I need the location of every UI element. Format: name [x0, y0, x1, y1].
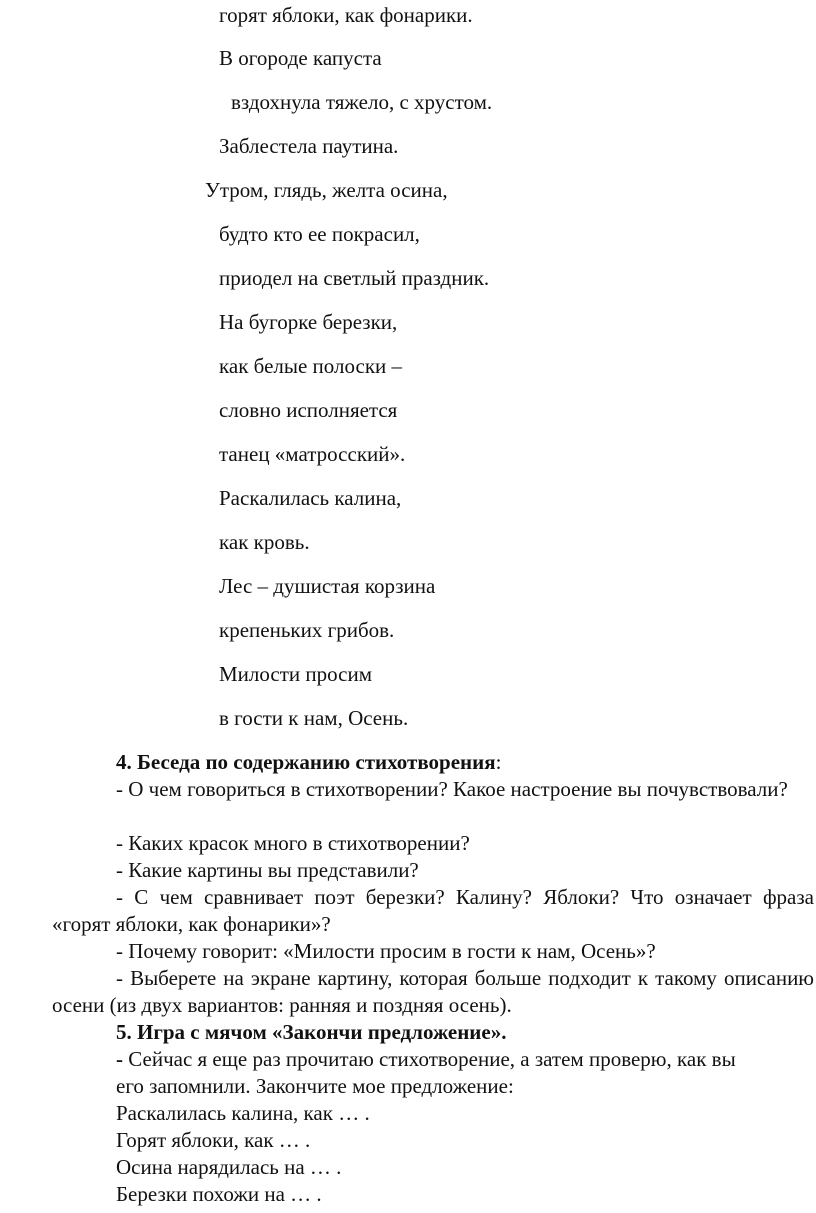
sentence-3: Осина нарядилась на … . [116, 1155, 342, 1179]
poem-line: будто кто ее покрасил, [219, 222, 420, 246]
sentence-2: Горят яблоки, как … . [116, 1128, 311, 1152]
question-6: - Выберете на экране картину, которая больше подходит к такому описанию осени (из двух вариантов: ранняя и поздняя осень). [52, 966, 814, 1017]
question-5: - Почему говорит: «Милости просим в гости к нам, Осень»? [116, 939, 656, 963]
poem-line: танец «матросский». [219, 442, 406, 466]
intro-dash: - [116, 1047, 123, 1071]
poem-line: горят яблоки, как фонарики. [219, 3, 473, 27]
section-4-heading-colon: : [495, 750, 502, 774]
poem-line: как кровь. [219, 530, 310, 554]
poem-line: словно исполняется [219, 398, 398, 422]
poem-line: Лес – душистая корзина [219, 574, 436, 598]
question-3: - Какие картины вы представили? [116, 858, 419, 882]
poem-line: Утром, глядь, желта осина, [205, 178, 448, 202]
section-4-heading [52, 749, 814, 776]
section-5-body [116, 1046, 816, 1208]
poem-line: В огороде капуста [219, 46, 382, 70]
question-4: - С чем сравнивает поэт березки? Калину? Яблоки? Что означает фраза «горят яблоки, как фонарики»? [52, 885, 814, 936]
poem-line: приодел на светлый праздник. [219, 266, 490, 290]
poem-line: в гости к нам, Осень. [219, 706, 409, 730]
section-4-heading-text: 4. Беседа по содержанию стихотворения [116, 750, 496, 774]
poem-line: крепеньких грибов. [219, 618, 395, 642]
section-5-heading [52, 1019, 814, 1046]
section-5-intro-line-2: его запомнили. Закончите мое предложение: [116, 1074, 514, 1098]
poem-line: как белые полоски – [219, 354, 403, 378]
section-5-intro-line-1 [116, 1046, 816, 1073]
sentence-4: Березки похожи на … . [116, 1182, 322, 1206]
poem-line: Раскалилась калина, [219, 486, 402, 510]
poem-line: Заблестела паутина. [219, 134, 399, 158]
poem-line: вздохнула тяжело, с хрустом. [231, 90, 493, 114]
section-5-heading-text: 5. Игра с мячом «Закончи предложение». [116, 1020, 507, 1044]
poem-line: Милости просим [219, 662, 373, 686]
sentence-1: Раскалилась калина, как … . [116, 1101, 370, 1125]
question-1: - О чем говориться в стихотворении? Какое настроение вы почувствовали? [116, 777, 788, 801]
intro-text-1: Сейчас я еще раз прочитаю стихотворение, а затем проверю, как вы [123, 1047, 736, 1071]
poem-line: На бугорке березки, [219, 310, 398, 334]
question-2: - Каких красок много в стихотворении? [116, 831, 470, 855]
